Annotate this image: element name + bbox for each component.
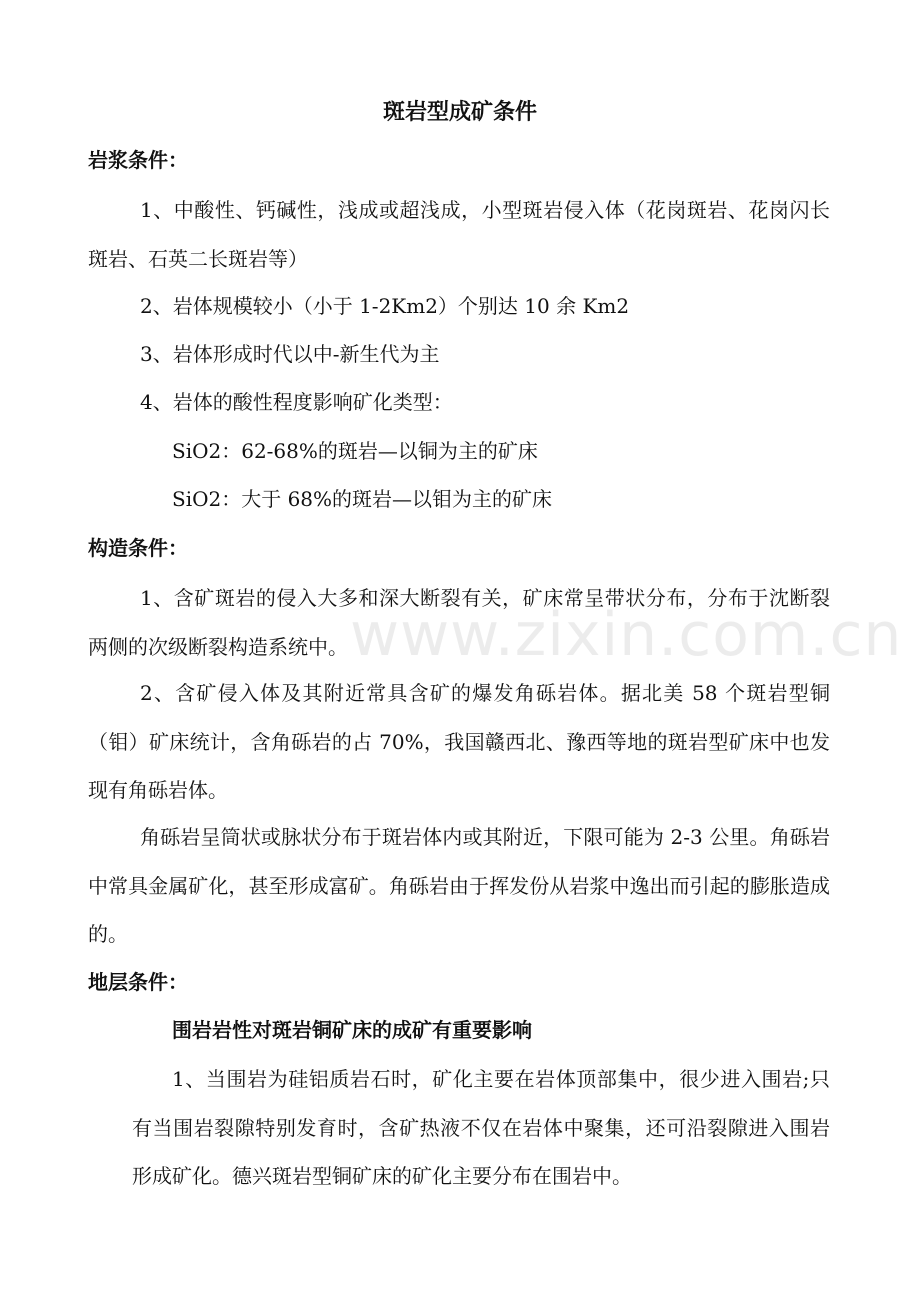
magma-item-2: 2、岩体规模较小（小于 1-2Km2）个别达 10 余 Km2 [140,294,630,318]
sio2-line-copper: SiO2：62-68%的斑岩—以铜为主的矿床 [172,439,538,463]
watermark: www.zixin.com.cn [350,600,903,670]
magma-item-3: 3、岩体形成时代以中-新生代为主 [140,342,440,366]
sio2-line-molybdenum: SiO2：大于 68%的斑岩—以钼为主的矿床 [172,487,553,511]
structure-heading: 构造条件： [88,536,188,560]
magma-item-4: 4、岩体的酸性程度影响矿化类型： [140,390,453,414]
magma-heading: 岩浆条件： [88,148,188,172]
strata-heading: 地层条件： [88,970,188,994]
magma-item-1: 1、中酸性、钙碱性，浅成或超浅成，小型斑岩侵入体（花岗斑岩、花岗闪长斑岩、石英二长斑岩等） [88,198,830,271]
structure-paragraph-2: 2、含矿侵入体及其附近常具含矿的爆发角砾岩体。据北美 58 个斑岩型铜（钼）矿床统计，含角砾岩的占 70%，我国赣西北、豫西等地的斑岩型矿床中也发现有角砾岩体。 [88,681,830,802]
structure-paragraph-3: 角砾岩呈筒状或脉状分布于斑岩体内或其附近，下限可能为 2-3 公里。角砾岩中常具金属矿化，甚至形成富矿。角砾岩由于挥发份从岩浆中逸出而引起的膨胀造成的。 [88,825,830,946]
strata-paragraph-1: 1、当围岩为硅铝质岩石时，矿化主要在岩体顶部集中，很少进入围岩;只有当围岩裂隙特别发育时，含矿热液不仅在岩体中聚集，还可沿裂隙进入围岩形成矿化。德兴斑岩型铜矿床的矿化主要分布在围岩中。 [132,1067,830,1188]
structure-paragraph-1: 1、含矿斑岩的侵入大多和深大断裂有关，矿床常呈带状分布，分布于沈断裂两侧的次级断裂构造系统中。 [88,586,830,659]
document-title: 斑岩型成矿条件 [382,100,537,125]
strata-subheading: 围岩岩性对斑岩铜矿床的成矿有重要影响 [172,1018,532,1042]
